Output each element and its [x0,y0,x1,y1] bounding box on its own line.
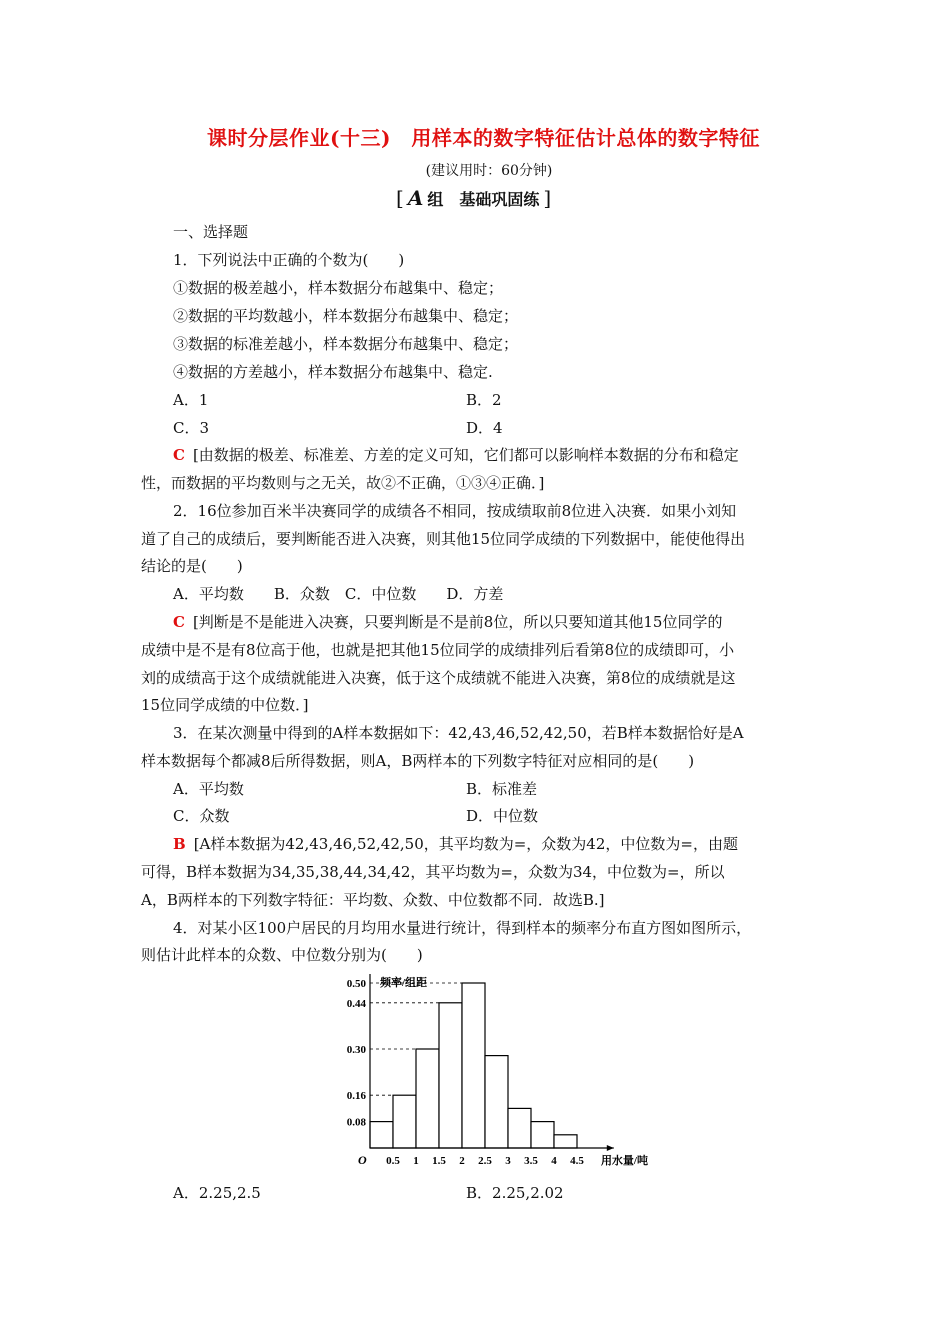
q2-stem-1: 2．16位参加百米半决赛同学的成绩各不相同，按成绩取前8位进入决赛．如果小刘知 [173,502,737,520]
q2-explain-4: 15位同学成绩的中位数．] [141,696,309,714]
q2-stem-2: 道了自己的成绩后，要判断能否进入决赛，则其他15位同学成绩的下列数据中，能使他得出 [141,530,746,548]
q3-stem-1: 3．在某次测量中得到的A样本数据如下：42,43,46,52,42,50，若B样本数据恰好是A [173,724,744,742]
page-title: 课时分层作业(十三) 用样本的数字特征估计总体的数字特征 [207,126,760,150]
q4-stem-2: 则估计此样本的众数、中位数分别为( ) [141,946,423,964]
q3-option-a: A．平均数 [173,780,244,798]
suggested-time: (建议用时：60分钟) [425,163,553,179]
q3-stem-2: 样本数据每个都减8后所得数据，则A，B两样本的下列数字特征对应相同的是( ) [141,752,695,770]
q1-option-a: A．1 [173,391,209,409]
q1-item-1: ①数据的极差越小，样本数据分布越集中、稳定； [173,279,504,297]
y-tick-label: 0.16 [346,1090,366,1103]
q1-explain-1: [由数据的极差、标准差、方差的定义可知，它们都可以影响样本数据的分布和稳定 [192,446,739,464]
histogram-bar [393,1095,416,1148]
histogram-bar [439,1003,462,1148]
q1-item-2: ②数据的平均数越小，样本数据分布越集中、稳定； [173,307,519,325]
x-tick-label: 4.5 [570,1155,584,1167]
histogram-svg [330,974,650,1174]
q1-option-c: C．3 [173,419,210,437]
q3-explanation-line [173,834,738,854]
group-heading [396,186,551,210]
q3-option-d: D．中位数 [466,807,539,825]
histogram-bar [370,1122,393,1148]
y-axis-label: 频率/组距 [380,977,428,989]
q4-option-b: B．2.25,2.02 [466,1184,564,1202]
x-axis-label: 用水量/吨 [600,1155,648,1167]
q2-explanation-line [173,612,722,632]
q3-explain-2: 可得，B样本数据为34,35,38,44,34,42，其平均数为=，众数为34，中位数为=，所以 [141,863,725,881]
x-axis-arrow [607,1145,614,1151]
histogram-bar [531,1122,554,1148]
x-tick-label: 0.5 [386,1155,400,1167]
histogram-bar [508,1108,531,1148]
q3-explain-3: A，B两样本的下列数字特征：平均数、众数、中位数都不同．故选B.] [141,891,605,909]
q1-stem: 1．下列说法中正确的个数为( ) [173,251,405,269]
group-label: 组 基础巩固练 [427,189,540,209]
q3-answer: B [173,835,186,853]
histogram-bar [485,1056,508,1148]
y-tick-label: 0.50 [346,978,366,990]
x-tick-label: 1 [413,1155,419,1167]
q2-stem-3: 结论的是( ) [141,557,243,575]
q3-option-b: B．标准差 [466,780,538,798]
x-tick-label: 4 [551,1155,557,1167]
x-tick-label: 2 [459,1155,465,1167]
y-tick-label: 0.08 [346,1116,366,1129]
group-bracket-right: ] [543,186,552,210]
y-tick-label: 0.44 [346,997,366,1010]
section-heading: 一、选择题 [173,223,249,241]
q2-explain-2: 成绩中是不是有8位高于他，也就是把其他15位同学的成绩排列后看第8位的成绩即可，小 [141,641,735,659]
q1-item-4: ④数据的方差越小，样本数据分布越集中、稳定. [173,363,493,381]
histogram-bar [416,1049,439,1148]
group-letter: A [407,186,424,210]
q1-item-3: ③数据的标准差越小，样本数据分布越集中、稳定； [173,335,519,353]
origin-label: O [358,1153,367,1167]
x-tick-label: 1.5 [432,1155,446,1167]
q2-explain-3: 刘的成绩高于这个成绩就能进入决赛，低于这个成绩就不能进入决赛，第8位的成绩就是这 [141,669,736,687]
frequency-histogram [330,974,650,1178]
q1-option-b: B．2 [466,391,502,409]
q1-explain-2: 性，而数据的平均数则与之无关，故②不正确，①③④正确．] [141,474,545,492]
x-tick-label: 3 [505,1155,511,1167]
group-bracket-left: [ [396,186,404,210]
q2-explain-1: [判断是不是能进入决赛，只要判断是不是前8位，所以只要知道其他15位同学的 [192,613,723,631]
histogram-bar [554,1135,577,1148]
histogram-bar [462,983,485,1148]
q1-option-d: D．4 [466,419,503,437]
x-tick-label: 3.5 [524,1155,538,1167]
y-tick-label: 0.30 [346,1044,366,1056]
q3-option-c: C．众数 [173,807,230,825]
q4-stem-1: 4．对某小区100户居民的月均用水量进行统计，得到样本的频率分布直方图如图所示， [173,919,752,937]
x-tick-label: 2.5 [478,1155,492,1167]
q2-answer: C [173,613,185,631]
q1-explanation-line [173,445,739,465]
q4-option-a: A．2.25,2.5 [173,1184,261,1202]
q1-answer: C [173,446,185,464]
q2-options: A．平均数 B．众数 C．中位数 D．方差 [173,585,504,603]
q3-explain-1: [A样本数据为42,43,46,52,42,50，其平均数为=，众数为42，中位数为=，由题 [193,835,738,853]
